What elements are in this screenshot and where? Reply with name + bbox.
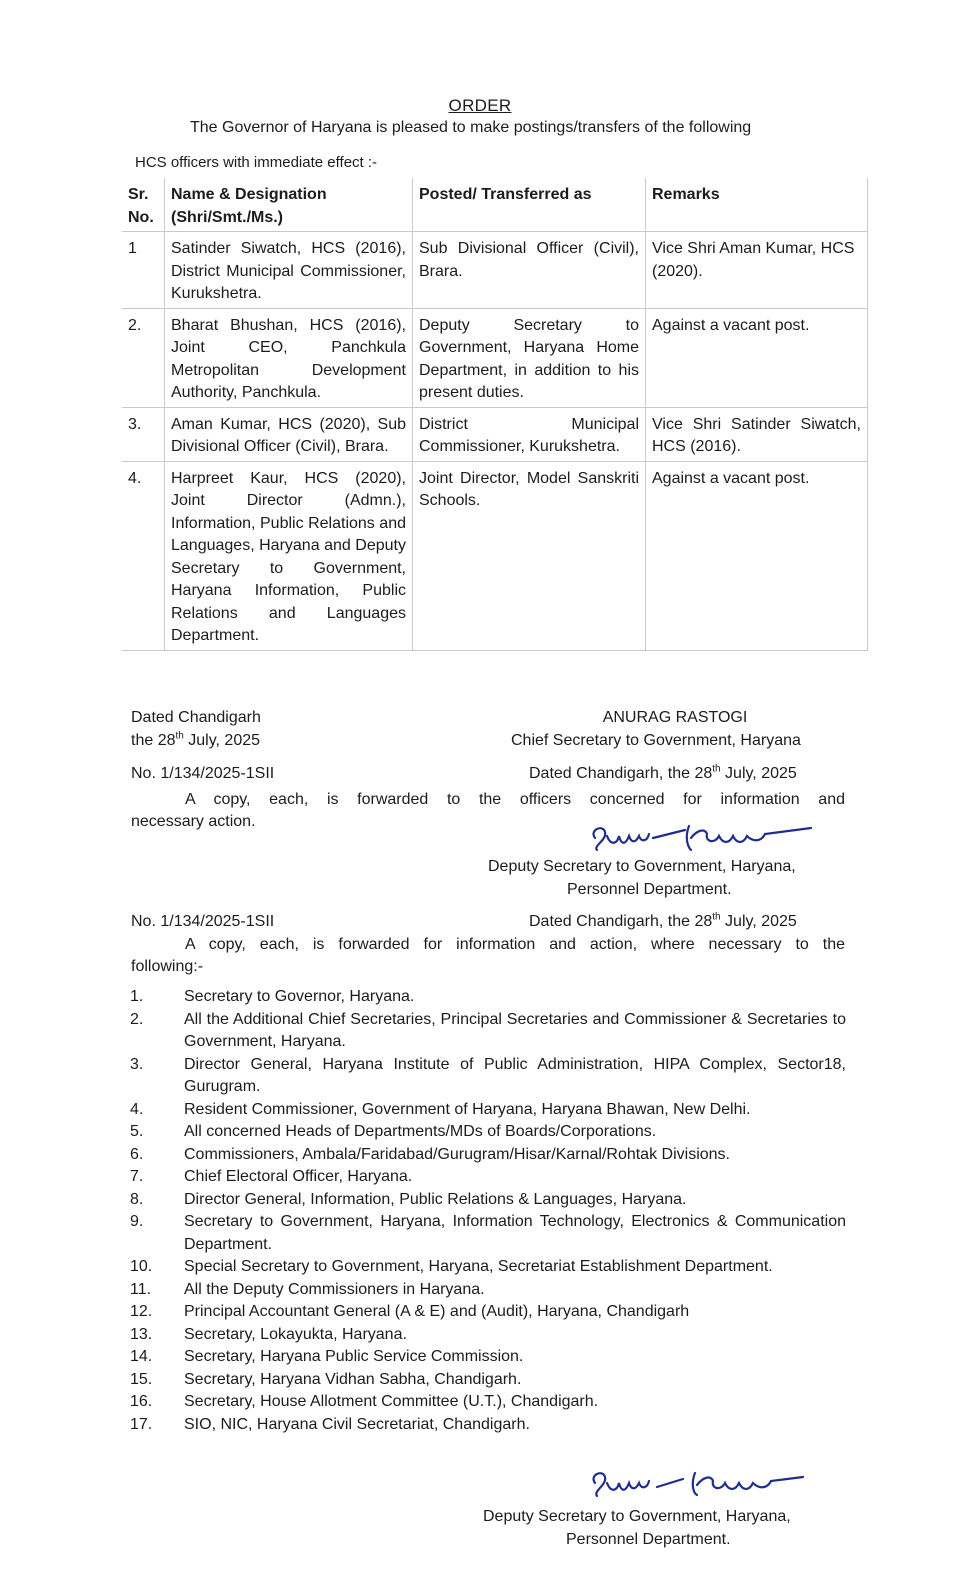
list-item-text: Secretary, Haryana Vidhan Sabha, Chandigarh. [184, 1370, 522, 1388]
copy2-text-line-1: A copy, each, is forwarded for information and action, where necessary to the [185, 936, 845, 953]
list-item [130, 1009, 846, 1054]
row-sr: 2. [122, 308, 165, 407]
dated-place: Dated Chandigarh [131, 709, 261, 726]
signature-1 [585, 816, 820, 856]
list-item-text: Chief Electoral Officer, Haryana. [184, 1168, 413, 1185]
list-item-text: Secretary, Haryana Public Service Commission. [184, 1348, 524, 1365]
row-remarks: Against a vacant post. [646, 308, 868, 407]
list-item-number: 1. [130, 988, 144, 1005]
list-item [130, 1414, 846, 1437]
copy1-dated-month-year: July, 2025 [720, 765, 797, 782]
header-posted: Posted/ Transferred as [413, 178, 646, 232]
copy2-sign-title-2: Personnel Department. [566, 1531, 731, 1548]
signatory-title: Chief Secretary to Government, Haryana [511, 732, 801, 749]
intro-line-2: HCS officers with immediate effect :- [135, 154, 378, 171]
list-item [130, 1166, 846, 1189]
copy1-number: No. 1/134/2025-1SII [131, 765, 275, 782]
row-sr: 1 [122, 232, 165, 309]
list-item [130, 1369, 846, 1392]
list-item-text: All the Additional Chief Secretaries, Principal Secretaries and Commissioner & Secretaries to Government, Haryana. [184, 1010, 846, 1050]
copy2-dated [529, 911, 797, 933]
list-item-number: 10. [130, 1258, 153, 1275]
row-posted: District Municipal Commissioner, Kurukshetra. [413, 407, 646, 461]
list-item [130, 1346, 846, 1369]
copy1-text-line-2: necessary action. [131, 813, 256, 830]
order-heading: ORDER [448, 96, 512, 115]
header-remarks: Remarks [646, 178, 868, 232]
table-row [122, 232, 868, 309]
list-item-number: 15. [130, 1370, 153, 1388]
list-item [130, 1301, 846, 1324]
list-item-text: Secretary, House Allotment Committee (U.T.), Chandigarh. [184, 1393, 599, 1410]
intro-line-1: The Governor of Haryana is pleased to make postings/transfers of the following [190, 119, 752, 136]
list-item [130, 1391, 846, 1414]
list-item-number: 17. [130, 1415, 153, 1433]
dated-date [131, 730, 260, 752]
signature-2 [583, 1463, 818, 1503]
row-name: Harpreet Kaur, HCS (2020), Joint Director (Admn.), Information, Public Relations and Languages, Haryana and Deputy Secretary to Government, Haryana Information, Public Relations and Languages Department. [165, 461, 413, 650]
row-name: Aman Kumar, HCS (2020), Sub Divisional Officer (Civil), Brara. [165, 407, 413, 461]
list-item-number: 2. [130, 1010, 144, 1028]
list-item-text: SIO, NIC, Haryana Civil Secretariat, Chandigarh. [184, 1415, 530, 1433]
copy2-number: No. 1/134/2025-1SII [131, 913, 275, 930]
list-item-number: 5. [130, 1123, 144, 1140]
list-item-number: 13. [130, 1325, 153, 1343]
copy1-text-line-1: A copy, each, is forwarded to the officers concerned for information and [185, 791, 845, 808]
row-remarks: Vice Shri Aman Kumar, HCS (2020). [646, 232, 868, 309]
list-item-text: Secretary to Governor, Haryana. [184, 988, 415, 1005]
list-item [130, 1099, 846, 1122]
list-item-text: Resident Commissioner, Government of Haryana, Haryana Bhawan, New Delhi. [184, 1100, 751, 1118]
row-remarks: Against a vacant post. [646, 461, 868, 650]
list-item [130, 1324, 846, 1347]
copy2-dated-month-year: July, 2025 [720, 913, 797, 930]
list-item-text: Special Secretary to Government, Haryana, Secretariat Establishment Department. [184, 1258, 773, 1275]
header-sr: Sr. No. [122, 178, 165, 232]
list-item-text: Director General, Information, Public Relations & Languages, Haryana. [184, 1190, 687, 1208]
table-row [122, 308, 868, 407]
list-item-number: 16. [130, 1393, 153, 1410]
list-item-number: 14. [130, 1348, 153, 1365]
row-sr: 4. [122, 461, 165, 650]
list-item-number: 3. [130, 1055, 144, 1073]
dated-date-month-year: July, 2025 [183, 732, 261, 749]
list-item-number: 4. [130, 1100, 144, 1118]
dated-date-suffix: th [175, 730, 184, 742]
copy1-dated-suffix: th [712, 763, 721, 775]
list-item-number: 6. [130, 1145, 144, 1163]
list-item-number: 12. [130, 1303, 153, 1320]
list-item-number: 11. [130, 1280, 152, 1298]
list-item-number: 7. [130, 1168, 144, 1185]
row-remarks: Vice Shri Satinder Siwatch, HCS (2016). [646, 407, 868, 461]
copy1-sign-title-2: Personnel Department. [567, 881, 732, 898]
list-item-text: Director General, Haryana Institute of Public Administration, HIPA Complex, Sector18, Gurugram. [184, 1055, 846, 1095]
row-posted: Sub Divisional Officer (Civil), Brara. [413, 232, 646, 309]
list-item-text: Secretary, Lokayukta, Haryana. [184, 1325, 407, 1343]
list-item-text: Principal Accountant General (A & E) and (Audit), Haryana, Chandigarh [184, 1303, 690, 1320]
copy1-dated-day: Dated Chandigarh, the 28 [529, 765, 713, 782]
list-item [130, 986, 846, 1009]
list-item [130, 1211, 846, 1256]
list-item-text: Commissioners, Ambala/Faridabad/Gurugram/Hisar/Karnal/Rohtak Divisions. [184, 1145, 730, 1163]
list-item [130, 1279, 846, 1302]
list-item [130, 1054, 846, 1099]
postings-table [122, 178, 868, 651]
list-item [130, 1189, 846, 1212]
signatory-name: ANURAG RASTOGI [602, 709, 748, 726]
table-row [122, 407, 868, 461]
row-posted: Deputy Secretary to Government, Haryana Home Department, in addition to his present duties. [413, 308, 646, 407]
copy2-dated-suffix: th [712, 911, 721, 923]
list-item [130, 1256, 846, 1279]
dated-date-day: the 28 [131, 732, 176, 749]
list-item-text: All the Deputy Commissioners in Haryana. [184, 1280, 485, 1298]
list-item-text: Secretary to Government, Haryana, Information Technology, Electronics & Communication Department. [184, 1213, 846, 1253]
copy2-sign-title-1: Deputy Secretary to Government, Haryana, [483, 1508, 791, 1525]
copy2-text-line-2: following:- [131, 958, 204, 975]
copy2-dated-day: Dated Chandigarh, the 28 [529, 913, 713, 930]
list-item-text: All concerned Heads of Departments/MDs of Boards/Corporations. [184, 1123, 657, 1140]
copy1-dated [529, 763, 797, 785]
list-item [130, 1144, 846, 1167]
copy1-sign-title-1: Deputy Secretary to Government, Haryana, [488, 858, 796, 875]
table-row [122, 461, 868, 650]
list-item-number: 9. [130, 1213, 144, 1230]
header-name: Name & Designation (Shri/Smt./Ms.) [165, 178, 413, 232]
table-header-row [122, 178, 868, 232]
row-sr: 3. [122, 407, 165, 461]
row-name: Bharat Bhushan, HCS (2016), Joint CEO, Panchkula Metropolitan Development Authority, Panchkula. [165, 308, 413, 407]
list-item [130, 1121, 846, 1144]
list-item-number: 8. [130, 1190, 144, 1208]
distribution-list [130, 986, 846, 1436]
row-name: Satinder Siwatch, HCS (2016), District Municipal Commissioner, Kurukshetra. [165, 232, 413, 309]
row-posted: Joint Director, Model Sanskriti Schools. [413, 461, 646, 650]
